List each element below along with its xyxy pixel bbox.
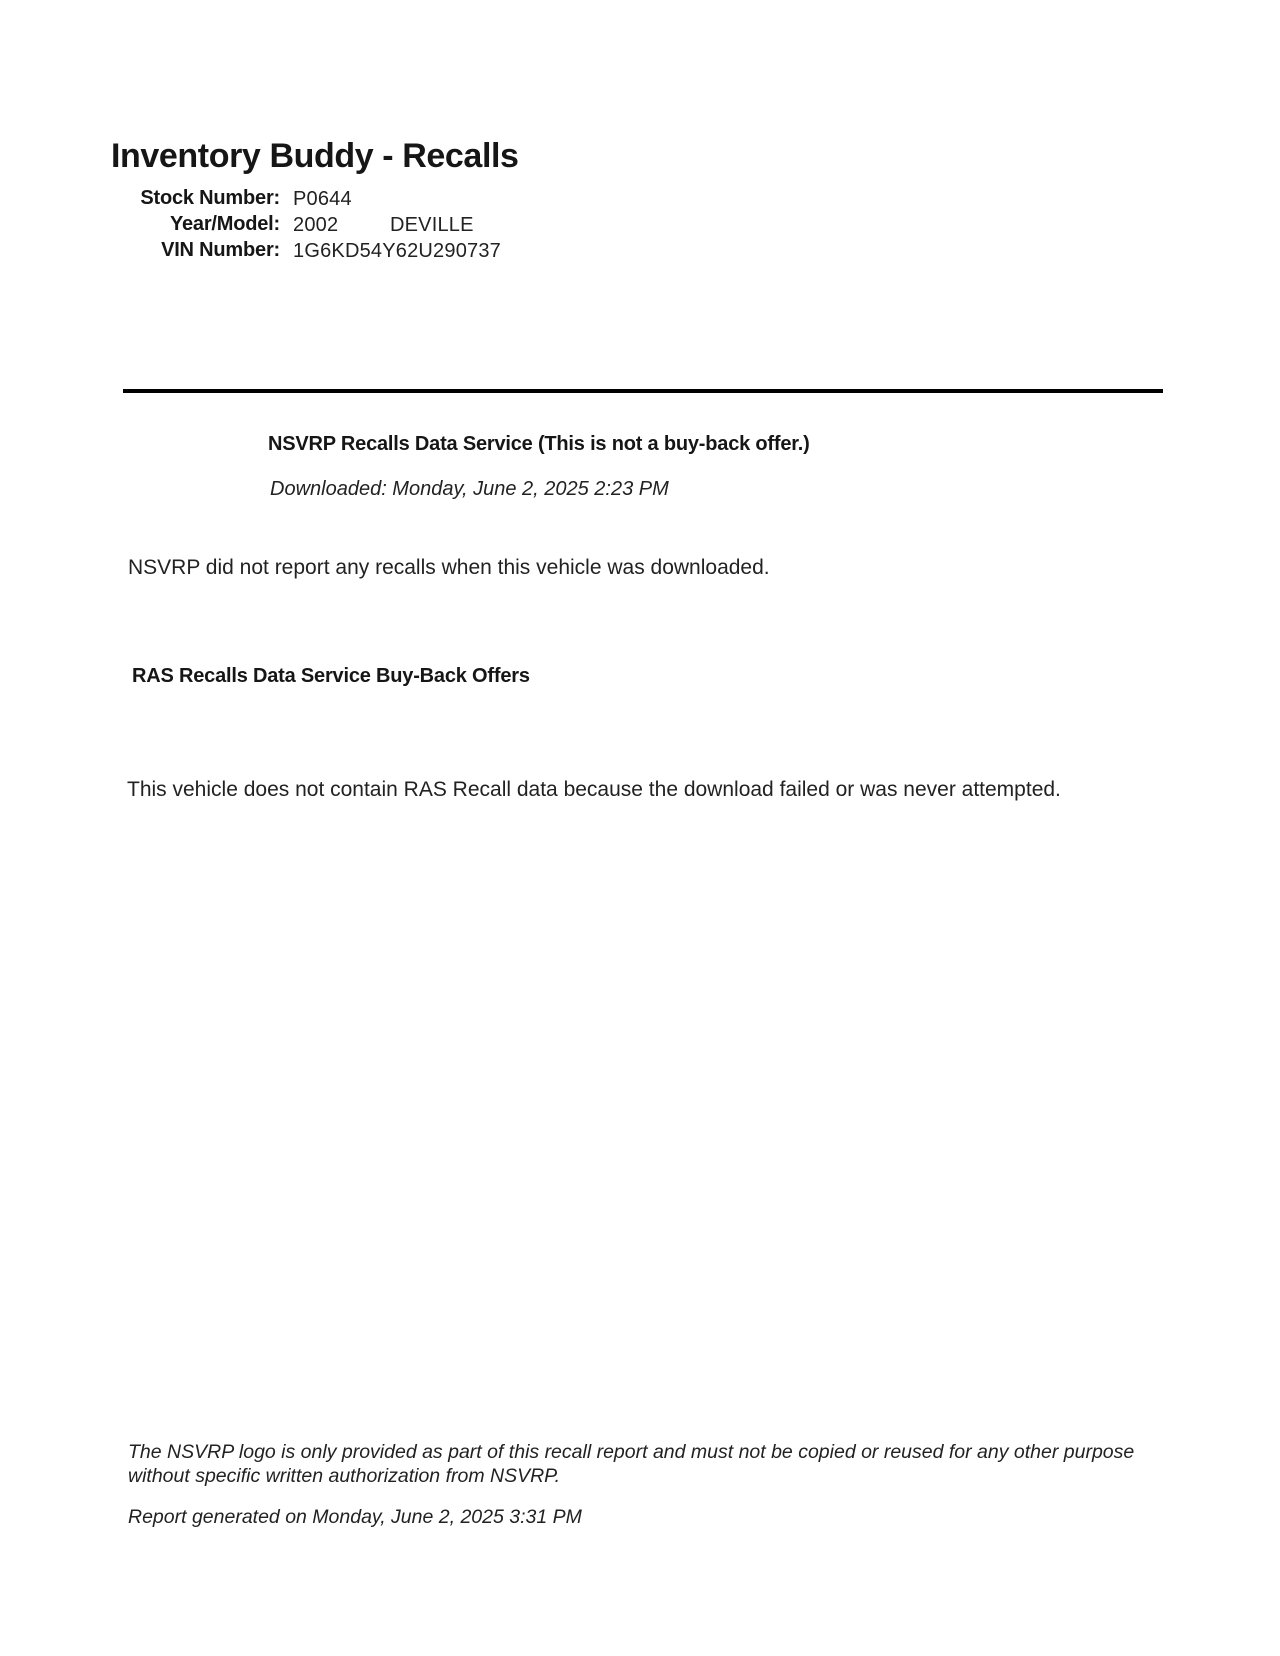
ras-result-text: This vehicle does not contain RAS Recall data because the download failed or was never attempted. bbox=[127, 778, 1061, 801]
page-title: Inventory Buddy - Recalls bbox=[111, 137, 519, 175]
nsvrp-result-text: NSVRP did not report any recalls when this vehicle was downloaded. bbox=[128, 556, 770, 579]
nsvrp-section-heading: NSVRP Recalls Data Service (This is not a buy-back offer.) bbox=[268, 433, 810, 455]
stock-number-value: P0644 bbox=[293, 188, 352, 210]
vin-label: VIN Number: bbox=[161, 239, 280, 261]
footer-disclaimer: The NSVRP logo is only provided as part of this recall report and must not be copied or reused for any other purpose without specific written authorization from NSVRP. bbox=[128, 1441, 1135, 1487]
year-value: 2002 bbox=[293, 214, 339, 236]
section-divider-rule bbox=[123, 389, 1163, 393]
stock-number-label: Stock Number: bbox=[140, 187, 280, 209]
model-value: DEVILLE bbox=[390, 214, 474, 236]
year-model-label: Year/Model: bbox=[169, 213, 280, 235]
nsvrp-download-timestamp: Downloaded: Monday, June 2, 2025 2:23 PM bbox=[270, 478, 669, 500]
vin-value: 1G6KD54Y62U290737 bbox=[293, 240, 501, 262]
report-generated-timestamp: Report generated on Monday, June 2, 2025 3:31 PM bbox=[128, 1506, 582, 1528]
ras-section-heading: RAS Recalls Data Service Buy-Back Offers bbox=[132, 665, 530, 687]
